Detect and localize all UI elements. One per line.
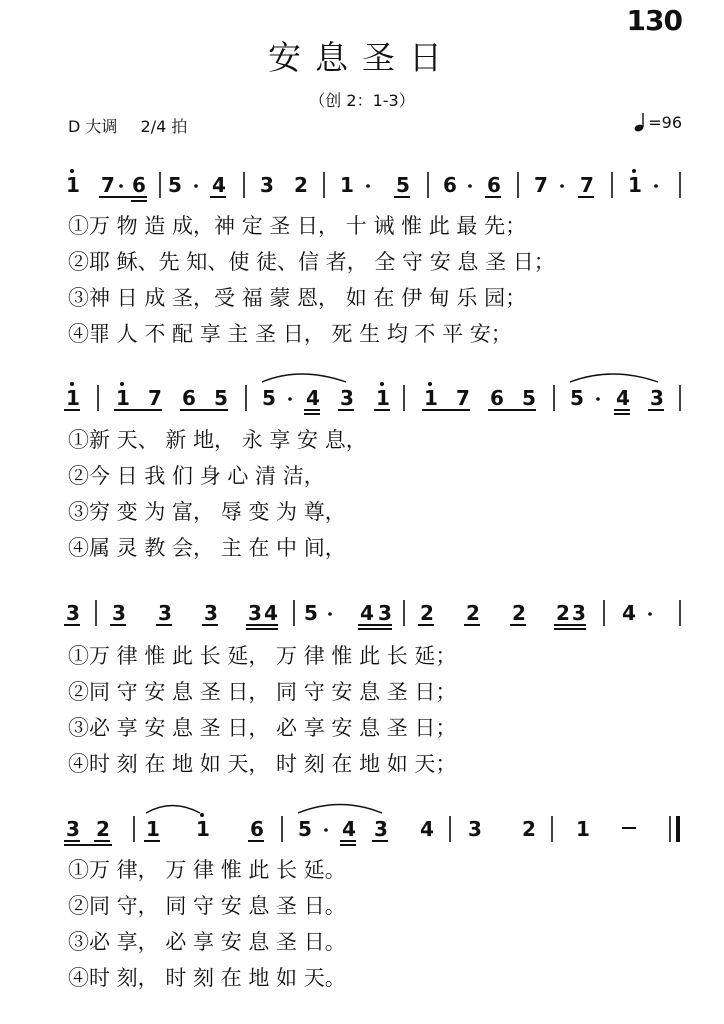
page-number: 130	[626, 4, 682, 37]
system-2-lyric-1: ①新 天、 新 地， 永 享 安 息，	[68, 428, 367, 452]
system-3-notes	[64, 600, 680, 629]
svg-text:4: 4	[360, 601, 374, 625]
svg-text:2: 2	[512, 601, 526, 625]
svg-text:3: 3	[650, 386, 664, 410]
system-4-lyric-2: ②同 守， 同 守 安 息 圣 日。	[68, 894, 346, 918]
system-1-lyric-3: ③神 日 成 圣，受 福 蒙 恩， 如 在 伊 甸 乐 园；	[68, 286, 527, 310]
system-1-lyric-2: ②耶 稣、先 知、使 徒、信 者， 全 守 安 息 圣 日；	[68, 250, 555, 274]
svg-text:7: 7	[534, 173, 548, 197]
svg-text:5: 5	[570, 386, 584, 410]
svg-text:1: 1	[340, 173, 354, 197]
svg-text:2: 2	[96, 817, 110, 841]
svg-text:3: 3	[572, 601, 586, 625]
svg-text:2: 2	[420, 601, 434, 625]
svg-text:1: 1	[146, 817, 160, 841]
svg-text:4: 4	[420, 817, 434, 841]
svg-text:2: 2	[522, 817, 536, 841]
tempo-value: =96	[648, 112, 682, 132]
svg-text:4: 4	[342, 817, 356, 841]
svg-text:1: 1	[116, 386, 130, 410]
svg-text:6: 6	[443, 173, 457, 197]
svg-text:7: 7	[580, 173, 594, 197]
svg-text:7: 7	[456, 386, 470, 410]
svg-text:3: 3	[112, 601, 126, 625]
system-3-lyric-2: ②同 守 安 息 圣 日， 同 守 安 息 圣 日；	[68, 680, 457, 704]
system-2-notes	[64, 374, 680, 414]
svg-text:3: 3	[378, 601, 392, 625]
svg-text:3: 3	[66, 601, 80, 625]
key-signature: D 大调	[68, 117, 118, 136]
svg-text:2: 2	[556, 601, 570, 625]
system-2-lyric-3: ③穷 变 为 富， 辱 变 为 尊，	[68, 500, 346, 524]
svg-text:5: 5	[304, 601, 318, 625]
svg-text:5: 5	[298, 817, 312, 841]
scripture-reference: （创 2：1-3）	[309, 91, 415, 110]
system-2-lyric-4: ④属 灵 教 会， 主 在 中 间，	[68, 536, 346, 560]
svg-text:3: 3	[66, 817, 80, 841]
hymn-title: 安息圣日	[268, 38, 456, 77]
svg-text:5: 5	[522, 386, 536, 410]
system-4-notes	[64, 805, 678, 846]
svg-text:5: 5	[168, 173, 182, 197]
system-3-lyric-3: ③必 享 安 息 圣 日， 必 享 安 息 圣 日；	[68, 716, 457, 740]
svg-text:1: 1	[628, 173, 642, 197]
svg-text:5: 5	[396, 173, 410, 197]
svg-text:7: 7	[148, 386, 162, 410]
svg-text:2: 2	[294, 173, 308, 197]
system-1-lyric-1: ①万 物 造 成，神 定 圣 日， 十 诫 惟 此 最 先；	[68, 214, 527, 238]
svg-text:5: 5	[214, 386, 228, 410]
svg-text:3: 3	[374, 817, 388, 841]
svg-text:3: 3	[468, 817, 482, 841]
svg-text:1: 1	[376, 386, 390, 410]
svg-text:3: 3	[248, 601, 262, 625]
svg-text:6: 6	[490, 386, 504, 410]
system-1-notes	[66, 169, 680, 201]
svg-text:1: 1	[196, 817, 210, 841]
svg-text:2: 2	[466, 601, 480, 625]
svg-text:4: 4	[212, 173, 226, 197]
svg-text:6: 6	[182, 386, 196, 410]
svg-text:3: 3	[158, 601, 172, 625]
svg-text:1: 1	[66, 173, 80, 197]
system-1-lyric-4: ④罪 人 不 配 享 主 圣 日， 死 生 均 不 平 安；	[68, 322, 512, 346]
system-4-lyric-4: ④时 刻， 时 刻 在 地 如 天。	[68, 966, 346, 990]
system-4-lyric-3: ③必 享， 必 享 安 息 圣 日。	[68, 930, 346, 954]
system-3-lyric-4: ④时 刻 在 地 如 天， 时 刻 在 地 如 天；	[68, 752, 457, 776]
svg-text:6: 6	[132, 173, 146, 197]
svg-text:6: 6	[250, 817, 264, 841]
svg-text:1: 1	[576, 817, 590, 841]
svg-text:4: 4	[616, 386, 630, 410]
svg-text:5: 5	[262, 386, 276, 410]
system-2-lyric-2: ②今 日 我 们 身 心 清 洁，	[68, 464, 325, 488]
svg-text:3: 3	[340, 386, 354, 410]
svg-text:4: 4	[622, 601, 636, 625]
svg-text:3: 3	[204, 601, 218, 625]
svg-text:6: 6	[487, 173, 501, 197]
svg-text:4: 4	[264, 601, 278, 625]
system-4-lyric-1: ①万 律， 万 律 惟 此 长 延。	[68, 858, 346, 882]
svg-text:4: 4	[306, 386, 320, 410]
system-3-lyric-1: ①万 律 惟 此 长 延， 万 律 惟 此 长 延；	[68, 644, 457, 668]
svg-text:1: 1	[424, 386, 438, 410]
time-signature: 2/4 拍	[140, 117, 188, 136]
svg-text:7: 7	[101, 173, 115, 197]
svg-text:3: 3	[260, 173, 274, 197]
svg-text:1: 1	[66, 386, 80, 410]
